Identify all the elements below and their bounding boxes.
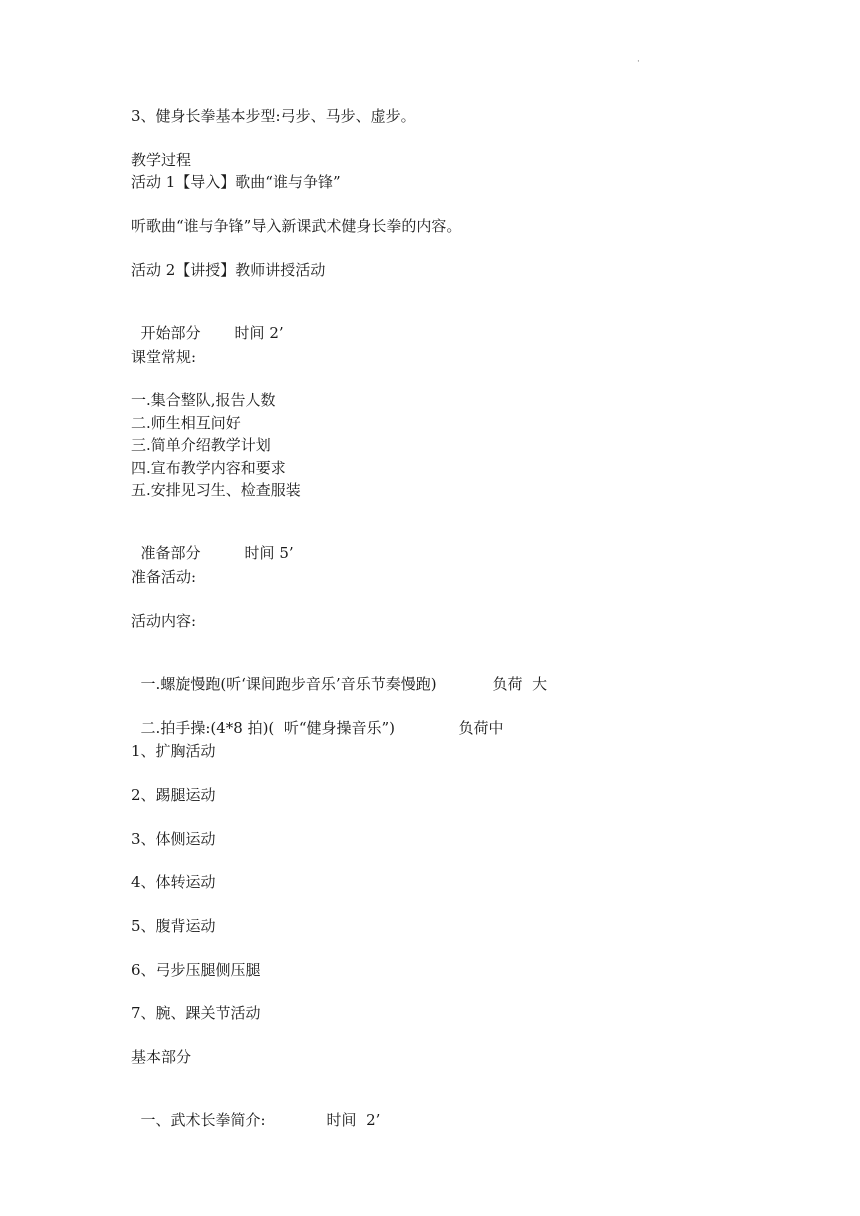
routine-title: 课堂常规:: [131, 348, 197, 366]
wushu-intro-label: 一、武术长拳简介:: [140, 1111, 266, 1129]
prep-item-jog-load: 负荷 大: [492, 675, 548, 693]
routine-item: 一.集合整队,报告人数: [131, 391, 276, 409]
prep-activity-title: 准备活动:: [131, 568, 197, 586]
exercise-item: 4、体转运动: [131, 873, 216, 891]
exercise-item: 7、腕、踝关节活动: [131, 1004, 261, 1022]
start-part-time: 时间 2’: [234, 324, 284, 342]
activity-1-heading: 活动 1【导入】歌曲“谁与争锋”: [131, 173, 341, 191]
prep-part-label: 准备部分: [140, 544, 201, 562]
prep-item-clap: [131, 698, 504, 738]
basic-part-title: 基本部分: [131, 1048, 192, 1066]
step-types-line: 3、健身长拳基本步型:弓步、马步、虚步。: [131, 107, 416, 125]
wushu-intro-line: [131, 1090, 380, 1130]
process-title: 教学过程: [131, 151, 192, 169]
routine-item: 四.宣布教学内容和要求: [131, 459, 286, 477]
start-part-line: [131, 303, 284, 343]
exercise-item: 1、扩胸活动: [131, 742, 216, 760]
activity-content-title: 活动内容:: [131, 612, 197, 630]
routine-item: 三.简单介绍教学计划: [131, 436, 271, 454]
activity-2-heading: 活动 2【讲授】教师讲授活动: [131, 261, 326, 279]
prep-item-clap-text: 二.拍手操:(4*8 拍)( 听“健身操音乐”): [140, 719, 396, 737]
prep-item-jog: [131, 654, 547, 694]
wushu-intro-time: 时间 2’: [326, 1111, 381, 1129]
activity-1-description: 听歌曲“谁与争锋”导入新课武术健身长拳的内容。: [131, 217, 462, 235]
exercise-item: 6、弓步压腿侧压腿: [131, 961, 261, 979]
exercise-item: 2、踢腿运动: [131, 786, 216, 804]
routine-item: 五.安排见习生、检查服装: [131, 481, 301, 499]
exercise-item: 5、腹背运动: [131, 917, 216, 935]
prep-part-line: [131, 523, 294, 563]
exercise-item: 3、体侧运动: [131, 830, 216, 848]
prep-item-clap-load: 负荷中: [458, 719, 504, 737]
routine-item: 二.师生相互问好: [131, 414, 241, 432]
page-dot: ·: [637, 57, 640, 67]
prep-part-time: 时间 5’: [244, 544, 294, 562]
start-part-label: 开始部分: [140, 324, 201, 342]
prep-item-jog-text: 一.螺旋慢跑(听‘课间跑步音乐’音乐节奏慢跑): [140, 675, 437, 693]
